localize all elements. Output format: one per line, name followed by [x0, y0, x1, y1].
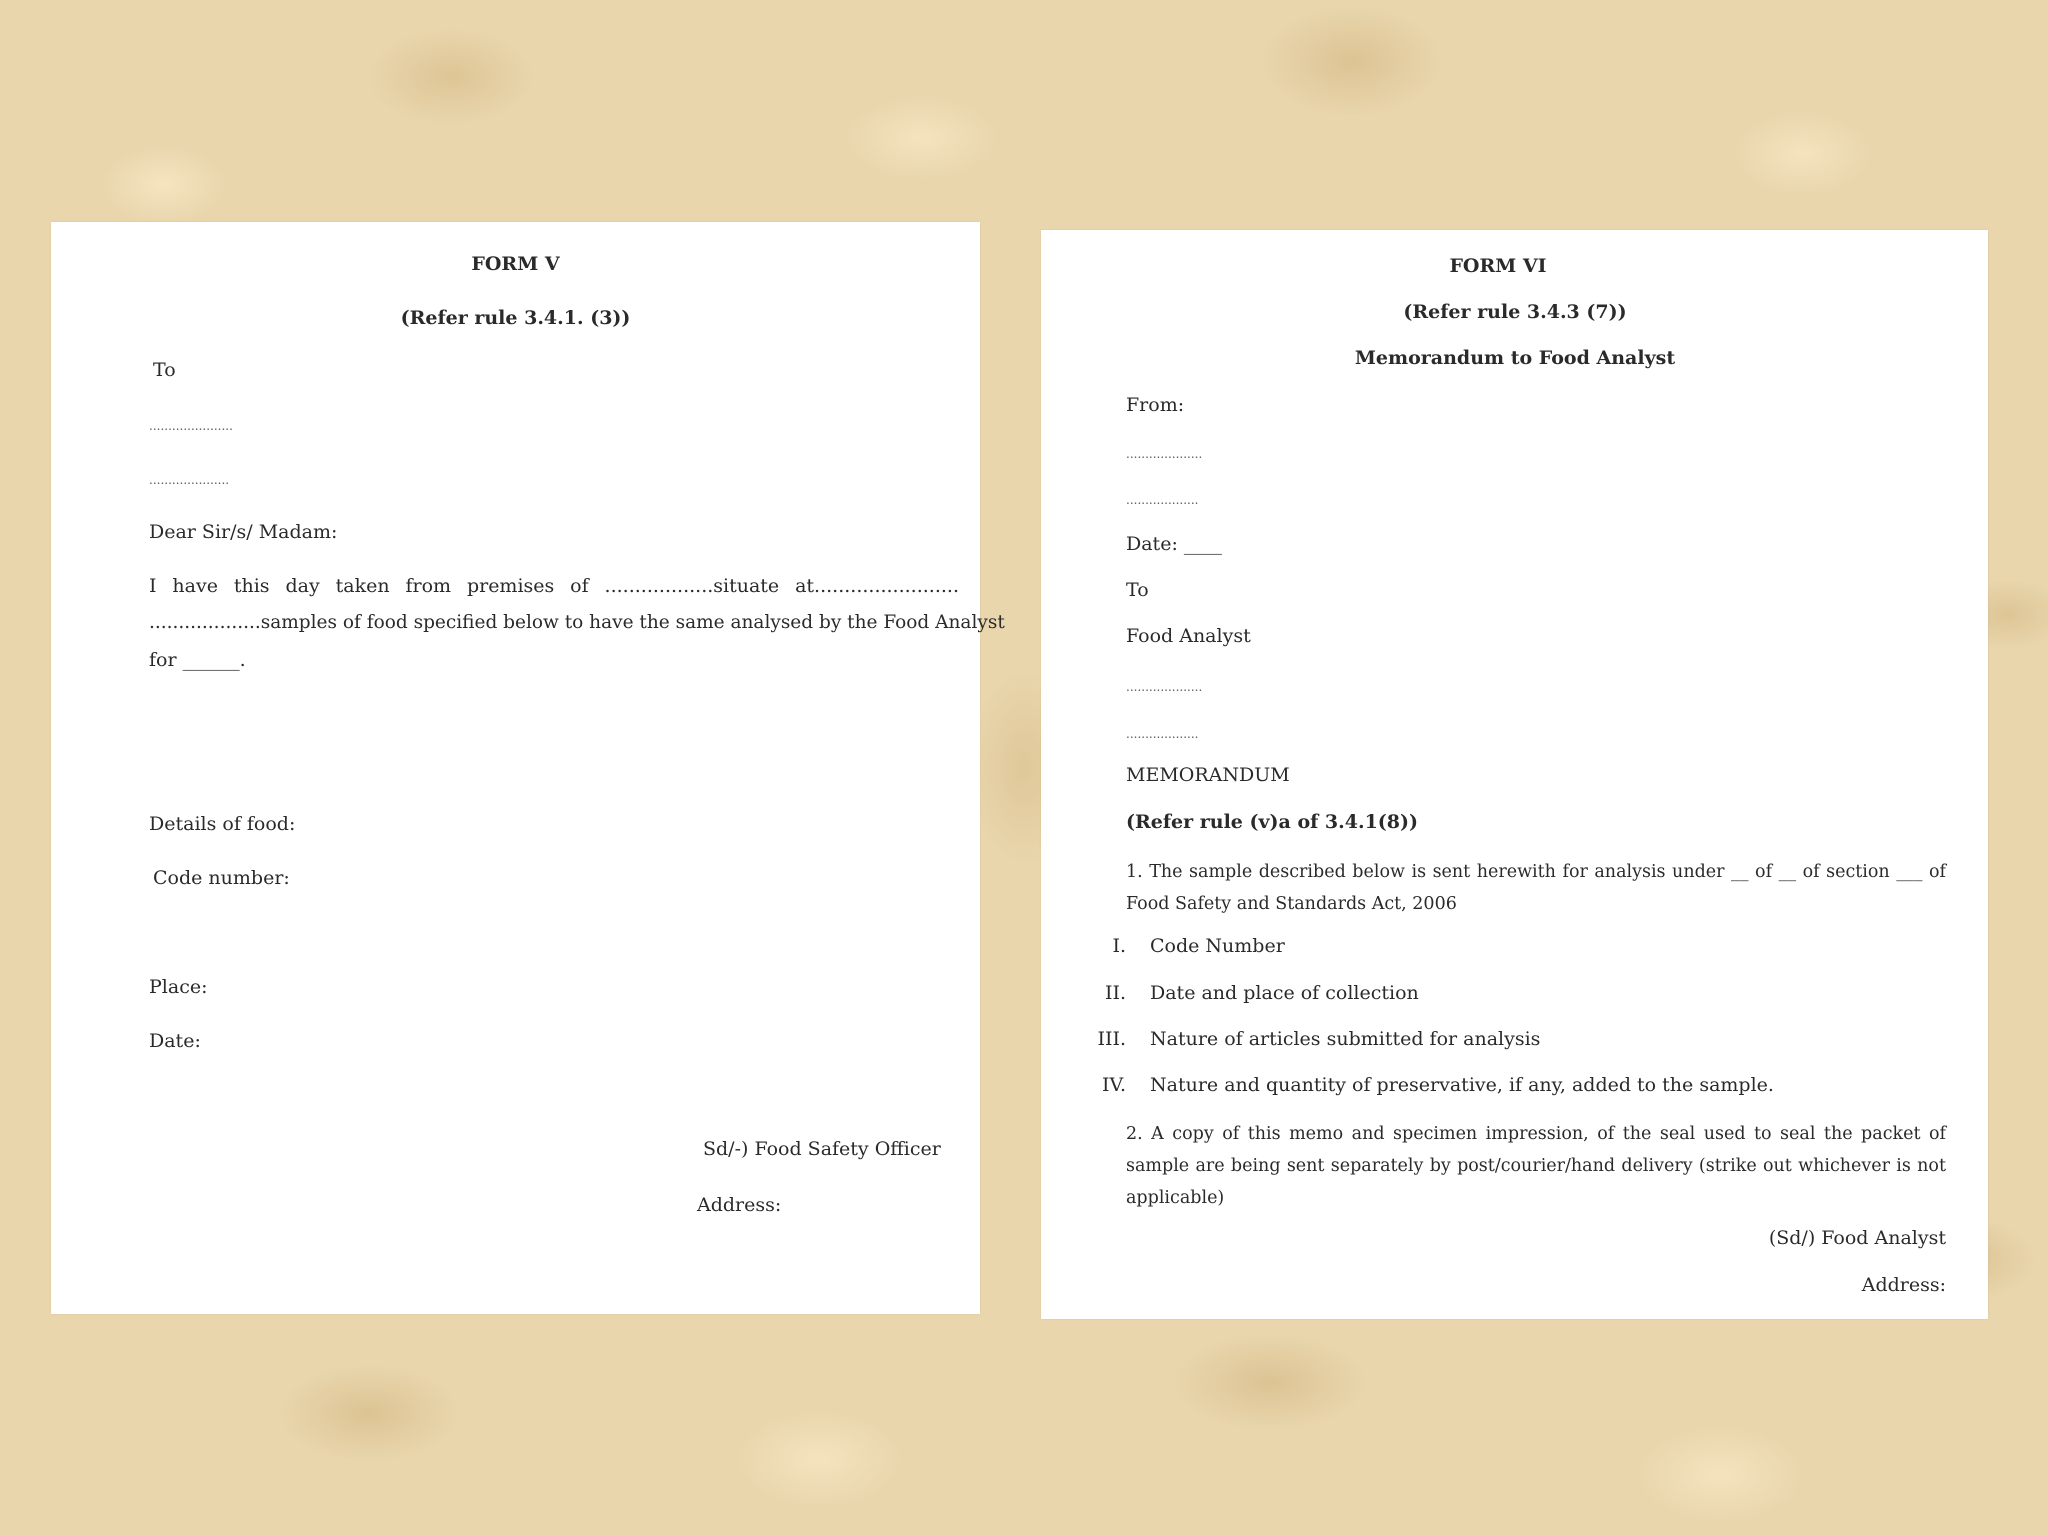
- form-vi-address: Address:: [1861, 1274, 1946, 1296]
- form-vi-item-3-text: Nature of articles submitted for analysis: [1150, 1028, 1541, 1050]
- form-v-address-line-1: ......................: [149, 419, 233, 433]
- form-vi-item-2-number: II.: [1104, 982, 1126, 1004]
- form-v-signature: Sd/-) Food Safety Officer: [703, 1138, 941, 1160]
- form-v-rule-ref: (Refer rule 3.4.1. (3)): [400, 307, 631, 329]
- form-vi-from-line-2: ...................: [1126, 493, 1199, 507]
- form-vi-item-3-number: III.: [1097, 1028, 1126, 1050]
- form-v-body-line-2: ...................samples of food specified below to have the same analysed by the Food Analyst: [149, 612, 1005, 633]
- form-vi-page: [1041, 230, 1988, 1319]
- form-vi-signature: (Sd/) Food Analyst: [1768, 1227, 1946, 1249]
- form-vi-to-line-1: ....................: [1126, 680, 1203, 694]
- form-vi-item-4-number: IV.: [1102, 1074, 1126, 1096]
- form-vi-title: FORM VI: [1449, 255, 1547, 277]
- form-v-address-line-2: .....................: [149, 473, 230, 487]
- form-vi-memorandum-heading: MEMORANDUM: [1126, 764, 1290, 786]
- form-vi-rule-ref: (Refer rule 3.4.3 (7)): [1403, 301, 1627, 323]
- form-v-address: Address:: [697, 1194, 782, 1216]
- form-vi-from: From:: [1126, 394, 1185, 416]
- form-v-body-line-1: I have this day taken from premises of ..................situate at........................: [149, 575, 959, 597]
- form-v-details-of-food: Details of food:: [149, 813, 296, 835]
- form-vi-from-line-1: ....................: [1126, 447, 1203, 461]
- form-vi-paragraph-1: 1. The sample described below is sent herewith for analysis under __ of __ of section ___ of Food Safety and Standards Act, 2006: [1126, 862, 1946, 914]
- form-vi-item-2-text: Date and place of collection: [1150, 982, 1419, 1004]
- form-vi-memo-rule-ref: (Refer rule (v)a of 3.4.1(8)): [1126, 811, 1418, 833]
- form-vi-item-1-number: I.: [1112, 935, 1126, 957]
- form-vi-to: To: [1126, 579, 1149, 601]
- form-v-title: FORM V: [471, 253, 560, 275]
- form-vi-paragraph-2: 2. A copy of this memo and specimen impression, of the seal used to seal the packet of sample are being sent separately by post/courier/hand delivery (strike out whichever is not applicable): [1126, 1124, 1946, 1208]
- form-v-code-number: Code number:: [153, 867, 290, 889]
- form-vi-subtitle: Memorandum to Food Analyst: [1354, 347, 1676, 369]
- form-vi-food-analyst: Food Analyst: [1126, 625, 1251, 647]
- form-vi-to-line-2: ...................: [1126, 727, 1199, 741]
- form-v-date: Date:: [149, 1030, 201, 1052]
- form-v-body-line-3: for ______.: [149, 649, 246, 671]
- form-vi-date: Date: ____: [1126, 533, 1222, 555]
- form-vi-item-1-text: Code Number: [1150, 935, 1285, 957]
- form-v-salutation: Dear Sir/s/ Madam:: [149, 521, 338, 543]
- form-v-page: [51, 222, 1005, 1314]
- form-v-place: Place:: [149, 976, 208, 998]
- form-vi-item-4-text: Nature and quantity of preservative, if any, added to the sample.: [1150, 1074, 1774, 1096]
- form-v-to: To: [153, 359, 176, 381]
